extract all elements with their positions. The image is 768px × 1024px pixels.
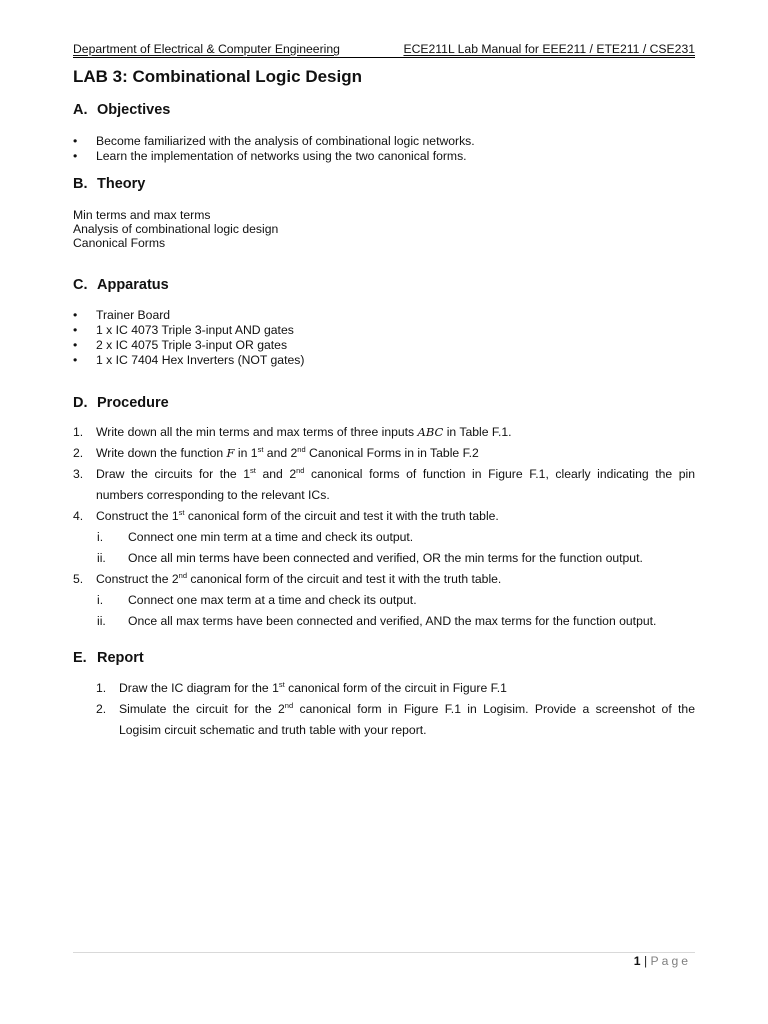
text-run: canonical form of the circuit and test it with the truth table. [184,509,499,523]
step-text [96,569,695,589]
text-run: canonical forms of function in Figure F.1, clearly indicating the pin [311,467,695,481]
report-item-1 [73,678,695,698]
procedure-step-3 [73,464,695,484]
page-footer [634,954,691,968]
substep-text: Connect one max term at a time and check its output. [128,593,417,607]
superscript: nd [178,571,187,580]
text-run: Write down all the min terms and max terms of three inputs [96,425,418,439]
step-text [96,464,695,484]
section-letter: C. [73,277,88,293]
list-item-text: 1 x IC 7404 Hex Inverters (NOT gates) [96,353,305,367]
substep-text: Once all max terms have been connected and verified, AND the max terms for the function output. [128,614,657,628]
superscript: nd [284,701,294,710]
list-item-text: 2 x IC 4075 Triple 3-input OR gates [96,338,288,352]
report-number: 2. [96,702,107,716]
procedure-step-4-i [73,527,695,547]
superscript: nd [296,466,305,475]
section-heading-apparatus [73,277,169,293]
section-letter: B. [73,176,88,192]
section-letter: A. [73,102,88,118]
theory-line: Canonical Forms [73,236,166,250]
procedure-step-1 [73,422,695,442]
text-run: Write down the function [96,446,227,460]
text-run: canonical form in Figure F.1 in Logisim. Provide a screenshot of the [299,702,695,716]
header-department: Department of Electrical & Computer Engineering [73,42,340,56]
step-text [96,506,695,526]
list-item [73,149,475,164]
step-text: numbers corresponding to the relevant ICs. [96,488,330,502]
header-manual-title: ECE211L Lab Manual for EEE211 / ETE211 / CSE231 [403,42,695,56]
list-item [73,338,304,353]
list-item [73,308,304,323]
substep-text: Once all min terms have been connected and verified, OR the min terms for the function output. [128,551,643,565]
superscript: st [257,445,264,454]
section-title: Apparatus [97,277,169,293]
bullet-icon: • [73,353,78,367]
lab-title: LAB 3: Combinational Logic Design [73,67,363,86]
procedure-step-5-i [73,590,695,610]
step-number: 3. [73,467,84,481]
theory-lines [73,208,278,250]
section-title: Procedure [97,395,169,411]
report-item-2 [73,699,695,719]
text-run: canonical form of the circuit in Figure F.1 [284,681,507,695]
text-run: Canonical Forms in in Table F.2 [305,446,479,460]
procedure-step-5 [73,569,695,589]
list-item-text: Become familiarized with the analysis of combinational logic networks. [96,134,475,148]
text-run: Construct the 1 [96,509,179,523]
step-text [96,443,695,463]
list-item [73,323,304,338]
list-item [73,353,304,368]
substep-number: ii. [97,614,106,628]
list-item [73,134,475,149]
superscript: st [250,466,256,475]
step-number: 1. [73,425,84,439]
bullet-icon: • [73,323,78,337]
substep-number: ii. [97,551,106,565]
step-number: 5. [73,572,84,586]
math-inputs: ABC [417,425,444,439]
bullet-icon: • [73,134,78,148]
report-number: 1. [96,681,107,695]
text-run: Simulate the circuit for the 2 [119,702,285,716]
substep-number: i. [97,530,104,544]
apparatus-list [73,308,304,368]
report-text: Logisim circuit schematic and truth table with your report. [119,723,427,737]
text-run: Draw the IC diagram for the 1 [119,681,279,695]
section-title: Theory [97,176,146,192]
procedure-step-3-continued [73,485,695,505]
section-heading-theory [73,176,145,192]
procedure-step-2 [73,443,695,463]
theory-line: Analysis of combinational logic design [73,222,279,236]
math-function: F [226,446,235,460]
text-run: and 2 [262,467,297,481]
text-run: and 2 [263,446,298,460]
procedure-step-4 [73,506,695,526]
bullet-icon: • [73,338,78,352]
procedure-step-5-ii [73,611,695,631]
text-run: Construct the 2 [96,572,179,586]
bullet-icon: • [73,308,78,322]
step-number: 4. [73,509,84,523]
page-number: 1 [633,954,641,968]
text-run: in Table F.1. [443,425,512,439]
substep-text: Connect one min term at a time and check its output. [128,530,414,544]
list-item-text: Learn the implementation of networks using the two canonical forms. [96,149,467,163]
section-letter: D. [73,395,88,411]
section-title: Report [97,650,144,666]
section-heading-procedure [73,395,169,411]
section-letter: E. [73,650,87,666]
bullet-icon: • [73,149,78,163]
superscript: st [178,508,185,517]
text-run: in 1 [234,446,258,460]
report-text [119,678,695,698]
superscript: nd [297,445,306,454]
footer-rule [73,952,695,953]
text-run: canonical form of the circuit and test it with the truth table. [187,572,502,586]
section-heading-report [73,650,144,666]
list-item-text: Trainer Board [96,308,171,322]
section-heading-objectives [73,102,170,118]
section-title: Objectives [97,102,171,118]
list-item-text: 1 x IC 4073 Triple 3-input AND gates [96,323,294,337]
step-number: 2. [73,446,84,460]
text-run: Draw the circuits for the 1 [96,467,251,481]
procedure-step-4-ii [73,548,695,568]
footer-separator: | [643,954,648,968]
page-label: Page [650,954,691,968]
step-text [96,422,695,442]
document-page [73,40,695,1020]
superscript: st [278,680,285,689]
header-rule [73,57,695,58]
page-header [73,42,695,58]
objectives-list [73,134,475,164]
report-text [119,699,695,719]
theory-line: Min terms and max terms [73,208,211,222]
report-item-2-continued [73,720,695,740]
substep-number: i. [97,593,104,607]
